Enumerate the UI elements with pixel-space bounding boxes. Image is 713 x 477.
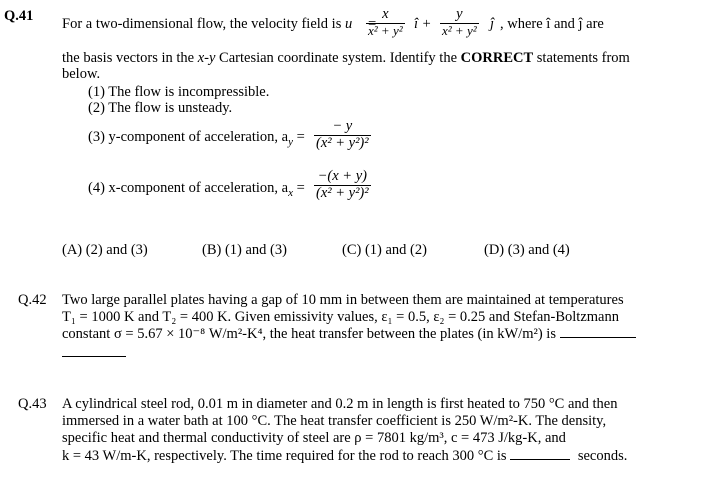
denominator: x² + y² (368, 23, 403, 38)
emphasis-correct: CORRECT (460, 50, 534, 66)
question-text: constant σ = 5.67 × 10⁻⁸ W/m²-K⁴, the heat transfer between the plates (in kW/m²) is (62, 326, 556, 342)
answer-blank-continuation[interactable] (62, 344, 126, 362)
stem-text: , where î and ĵ are (500, 16, 604, 32)
velocity-vector: u⃗ = (344, 16, 377, 32)
i-hat-plus: î + (414, 16, 432, 32)
numerator: −(x + y) (317, 168, 367, 184)
stem-text: For a two-dimensional flow, the velocity field is (62, 16, 345, 32)
question-text-line: specific heat and thermal conductivity of steel are ρ = 7801 kg/m³, c = 473 J/kg-K, and (62, 430, 566, 446)
statement-4 (88, 180, 305, 199)
subscript: y (288, 135, 293, 148)
option-d[interactable]: (D) (3) and (4) (484, 242, 570, 258)
question-text-line: Two large parallel plates having a gap of 10 mm in between them are maintained at temperatures (62, 292, 624, 308)
stem-text: the basis vectors in the (62, 50, 198, 66)
statement-3 (88, 129, 305, 148)
question-stem-line (62, 16, 377, 33)
option-b[interactable]: (B) (1) and (3) (202, 242, 287, 258)
numerator: x (382, 6, 389, 22)
question-number: Q.42 (18, 292, 47, 308)
question-stem-line: below. (62, 66, 101, 82)
acceleration-x-fraction (314, 168, 371, 202)
answer-blank[interactable] (560, 337, 636, 338)
stem-text: statements from (533, 50, 630, 66)
subscript: x (288, 186, 293, 199)
stem-text: x-y (197, 50, 216, 66)
question-text-line (62, 448, 627, 465)
j-hat: ĵ (490, 16, 495, 32)
answer-blank[interactable] (62, 344, 126, 357)
statement-text: (3) y-component of acceleration, a (88, 129, 289, 145)
denominator: (x² + y²)² (316, 185, 369, 201)
question-stem-line (62, 50, 630, 67)
question-text: k = 43 W/m-K, respectively. The time required for the rod to reach 300 °C is (62, 448, 507, 464)
option-a[interactable]: (A) (2) and (3) (62, 242, 148, 258)
equals-sign: = (296, 129, 305, 145)
question-text-line: immersed in a water bath at 100 °C. The heat transfer coefficient is 250 W/m²-K. The density, (62, 413, 607, 429)
equals-sign: = (296, 180, 305, 196)
question-number: Q.43 (18, 396, 47, 412)
denominator: (x² + y²)² (316, 135, 369, 151)
acceleration-y-fraction (314, 118, 371, 152)
velocity-term-y (440, 6, 479, 38)
numerator: − y (332, 118, 353, 134)
denominator: x² + y² (442, 23, 477, 38)
stem-text: Cartesian coordinate system. Identify the (215, 50, 461, 66)
statement-text: (4) x-component of acceleration, a (88, 180, 289, 196)
statement-2: (2) The flow is unsteady. (88, 100, 233, 116)
question-text: seconds. (577, 448, 628, 464)
option-c[interactable]: (C) (1) and (2) (342, 242, 427, 258)
question-text-line (62, 326, 636, 343)
question-text-line: A cylindrical steel rod, 0.01 m in diameter and 0.2 m in length is first heated to 750 °C and then (62, 396, 618, 412)
velocity-term-x (366, 6, 405, 38)
question-text-line: T₁ = 1000 K and T₂ = 400 K. Given emissivity values, ε₁ = 0.5, ε₂ = 0.25 and Stefan-Boltzmann (62, 309, 619, 325)
question-number: Q.41 (4, 8, 34, 24)
numerator: y (456, 6, 463, 22)
statement-1: (1) The flow is incompressible. (88, 84, 270, 100)
answer-blank[interactable] (510, 459, 570, 460)
